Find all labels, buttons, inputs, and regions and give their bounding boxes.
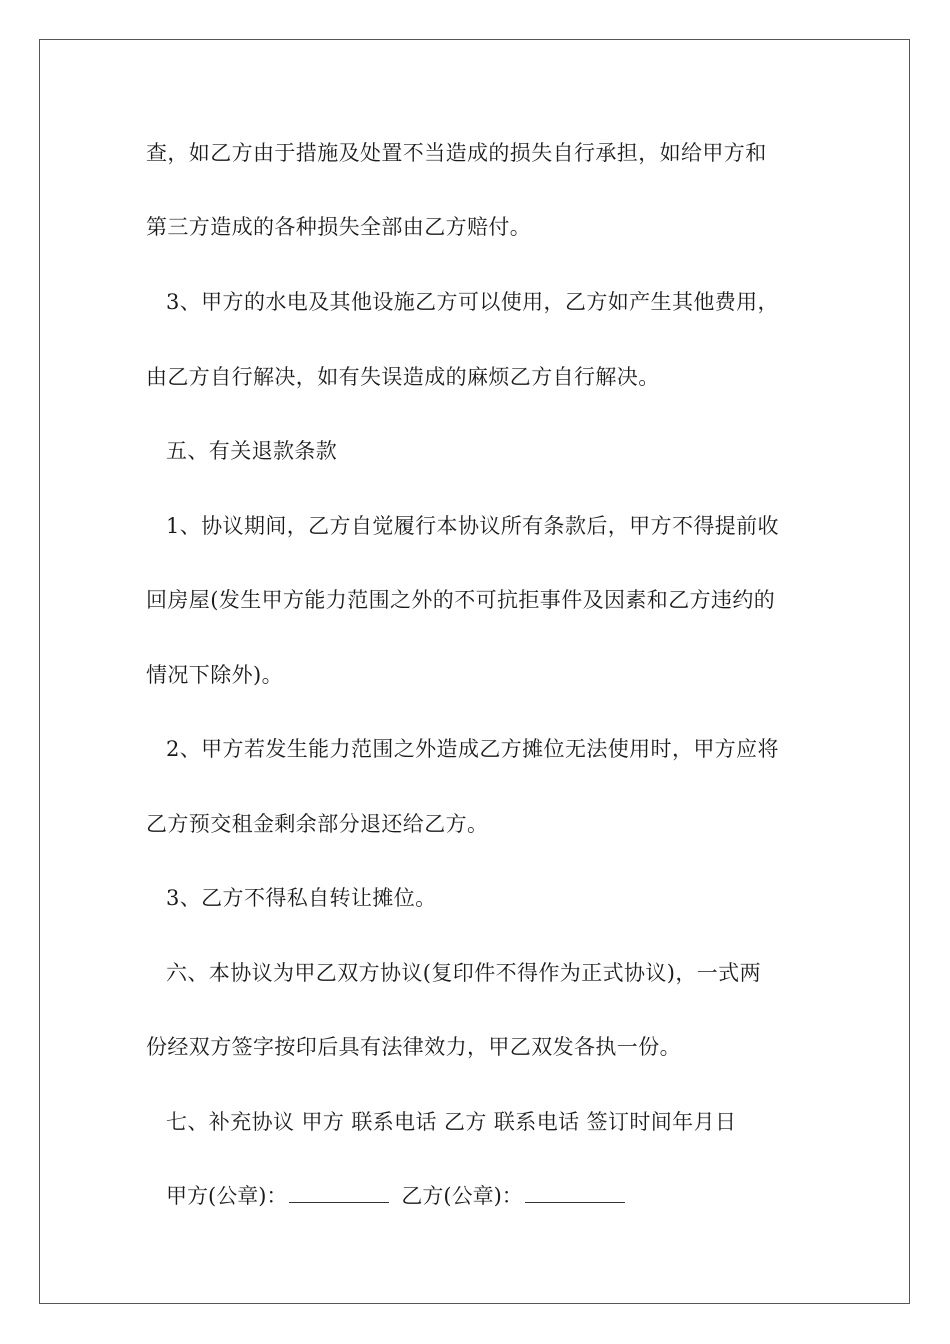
paragraph-line-8: 情况下除外)。	[146, 663, 283, 687]
supplementary-agreement-line: 七、补充协议 甲方 联系电话 乙方 联系电话 签订时间年月日	[166, 1110, 737, 1134]
paragraph-line-12: 六、本协议为甲乙双方协议(复印件不得作为正式协议)，一式两	[166, 961, 761, 985]
paragraph-line-7: 回房屋(发生甲方能力范围之外的不可抗拒事件及因素和乙方违约的	[146, 588, 776, 612]
paragraph-line-11: 3、乙方不得私自转让摊位。	[166, 886, 437, 910]
party-a-seal-label: 甲方(公章)：	[166, 1184, 288, 1208]
paragraph-line-10: 乙方预交租金剩余部分退还给乙方。	[146, 812, 489, 836]
party-a-signature-blank	[289, 1184, 389, 1203]
party-b-seal-label: 乙方(公章)：	[401, 1184, 523, 1208]
paragraph-line-2: 第三方造成的各种损失全部由乙方赔付。	[146, 215, 532, 239]
paragraph-line-13: 份经双方签字按印后具有法律效力，甲乙双发各执一份。	[146, 1035, 681, 1059]
paragraph-line-3: 3、甲方的水电及其他设施乙方可以使用，乙方如产生其他费用，	[166, 290, 779, 314]
paragraph-line-9: 2、甲方若发生能力范围之外造成乙方摊位无法使用时，甲方应将	[166, 737, 779, 761]
paragraph-line-6: 1、协议期间，乙方自觉履行本协议所有条款后，甲方不得提前收	[166, 514, 779, 538]
paragraph-line-4: 由乙方自行解决，如有失误造成的麻烦乙方自行解决。	[146, 365, 660, 389]
party-b-signature-blank	[525, 1184, 625, 1203]
signature-row	[166, 1181, 637, 1211]
section-heading-refund: 五、有关退款条款	[166, 439, 338, 463]
paragraph-line-1: 查，如乙方由于措施及处置不当造成的损失自行承担，如给甲方和	[146, 141, 767, 165]
